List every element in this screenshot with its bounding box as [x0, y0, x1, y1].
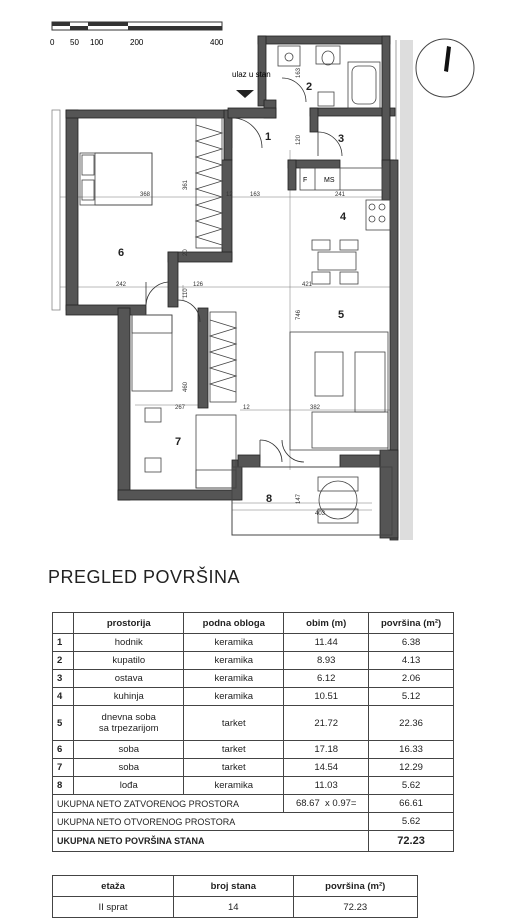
column-header: površina (m²) [293, 876, 418, 897]
room-name [74, 706, 184, 741]
perimeter: 10.51 [284, 688, 369, 706]
room-number: 7 [175, 436, 182, 448]
perimeter: 21.72 [284, 706, 369, 741]
dimension-label: 242 [116, 282, 127, 288]
open-space-label: UKUPNA NETO OTVORENOG PROSTORA [53, 813, 369, 831]
dimension-label: 120 [296, 134, 302, 145]
row-number: 2 [53, 652, 74, 670]
room-7-furniture [132, 315, 236, 488]
row-number: 5 [53, 706, 74, 741]
apartment-summary-table [52, 875, 418, 918]
table-row [53, 688, 454, 706]
column-header [53, 613, 74, 634]
perimeter: 14.54 [284, 759, 369, 777]
perimeter: 6.12 [284, 670, 369, 688]
dimension-label: 20 [183, 249, 189, 256]
table-row [53, 706, 454, 741]
room-name-line: dnevna soba [101, 712, 156, 723]
open-space-value: 5.62 [369, 813, 454, 831]
row-number: 3 [53, 670, 74, 688]
column-header: obim (m) [284, 613, 369, 634]
floor-type: keramika [184, 652, 284, 670]
total-value: 72.23 [369, 831, 454, 852]
area: 5.62 [369, 777, 454, 795]
dimension-label: 746 [296, 309, 302, 320]
room-name-line: sa trpezarijom [98, 723, 159, 734]
area-overview-table [52, 612, 454, 852]
column-header: podna obloga [184, 613, 284, 634]
area: 6.38 [369, 634, 454, 652]
row-number: 6 [53, 741, 74, 759]
closed-space-row [53, 795, 454, 813]
closed-gross: 68.67 [295, 798, 320, 809]
row-number: 4 [53, 688, 74, 706]
dimension-label: 241 [335, 192, 346, 198]
total-row [53, 831, 454, 852]
floor-type: tarket [184, 706, 284, 741]
scale-label: 0 [50, 38, 55, 47]
column-header: etaža [53, 876, 174, 897]
dimension-label: 163 [250, 192, 261, 198]
room-number: 6 [118, 247, 125, 259]
room-name: hodnik [74, 634, 184, 652]
room-number: 8 [266, 493, 273, 505]
scale-bar [50, 22, 224, 47]
floor-type: keramika [184, 634, 284, 652]
closed-space-calc [284, 795, 369, 813]
floor-type: tarket [184, 759, 284, 777]
closed-space-label: UKUPNA NETO ZATVORENOG PROSTORA [53, 795, 284, 813]
closed-factor: x 0.97= [325, 798, 357, 809]
column-header: broj stana [174, 876, 293, 897]
table-row [53, 634, 454, 652]
dimension-label: 368 [140, 192, 151, 198]
row-number: 7 [53, 759, 74, 777]
closed-space-value: 66.61 [369, 795, 454, 813]
dimension-label: 361 [183, 179, 189, 190]
dimension-label: 12 [226, 192, 233, 198]
floor-type: tarket [184, 741, 284, 759]
room-name: soba [74, 741, 184, 759]
dimension-label: 403 [315, 511, 326, 517]
scale-label: 50 [70, 38, 79, 47]
scale-label: 100 [90, 38, 104, 47]
room-name: ostava [74, 670, 184, 688]
room-number: 4 [340, 211, 347, 223]
floor-type: keramika [184, 670, 284, 688]
dimension-label: 382 [310, 405, 321, 411]
row-number: 8 [53, 777, 74, 795]
perimeter: 11.44 [284, 634, 369, 652]
dimension-label: 163 [296, 67, 302, 78]
page-title: PREGLED POVRŠINA [48, 567, 241, 587]
living-sofa [290, 332, 388, 450]
walls [66, 36, 398, 540]
dimension-label: 147 [296, 493, 302, 504]
area: 4.13 [369, 652, 454, 670]
table-row [53, 777, 454, 795]
fridge-label: F [303, 177, 308, 184]
north-arrow-icon [416, 39, 474, 97]
dimension-label: 126 [193, 282, 204, 288]
dimension-label: 110 [183, 288, 189, 298]
table-row [53, 670, 454, 688]
table-row [53, 897, 418, 918]
perimeter: 11.03 [284, 777, 369, 795]
room-number: 1 [265, 131, 272, 143]
area: 16.33 [369, 741, 454, 759]
open-space-row [53, 813, 454, 831]
floor-level: II sprat [53, 897, 174, 918]
area: 22.36 [369, 706, 454, 741]
table-row [53, 652, 454, 670]
column-header: prostorija [74, 613, 184, 634]
dishwasher-label: MS [324, 177, 335, 184]
row-number: 1 [53, 634, 74, 652]
area: 2.06 [369, 670, 454, 688]
room-number: 3 [338, 133, 345, 145]
room-name: soba [74, 759, 184, 777]
room-name: kuhinja [74, 688, 184, 706]
perimeter: 17.18 [284, 741, 369, 759]
total-label: UKUPNA NETO POVRŠINA STANA [53, 831, 369, 852]
column-header: površina (m²) [369, 613, 454, 634]
dimension-label: 460 [183, 381, 189, 392]
dining-table [312, 240, 358, 284]
entrance-label: ulaz u stan [232, 70, 271, 79]
perimeter: 8.93 [284, 652, 369, 670]
scale-label: 400 [210, 38, 224, 47]
room-name: lođa [74, 777, 184, 795]
table-row [53, 741, 454, 759]
area: 5.12 [369, 688, 454, 706]
bathroom-fixtures [278, 46, 380, 108]
apartment-number: 14 [174, 897, 293, 918]
floor-type: keramika [184, 688, 284, 706]
room-number: 2 [306, 81, 313, 93]
facade-strip [400, 40, 413, 540]
area: 12.29 [369, 759, 454, 777]
apartment-area: 72.23 [293, 897, 418, 918]
dimension-label: 267 [175, 405, 186, 411]
scale-label: 200 [130, 38, 144, 47]
floor-type: keramika [184, 777, 284, 795]
room-name: kupatilo [74, 652, 184, 670]
dimension-label: 421 [302, 282, 313, 288]
dimension-label: 12 [243, 405, 250, 411]
room-number: 5 [338, 309, 345, 321]
entrance-arrow-icon [236, 90, 254, 98]
table-row [53, 759, 454, 777]
